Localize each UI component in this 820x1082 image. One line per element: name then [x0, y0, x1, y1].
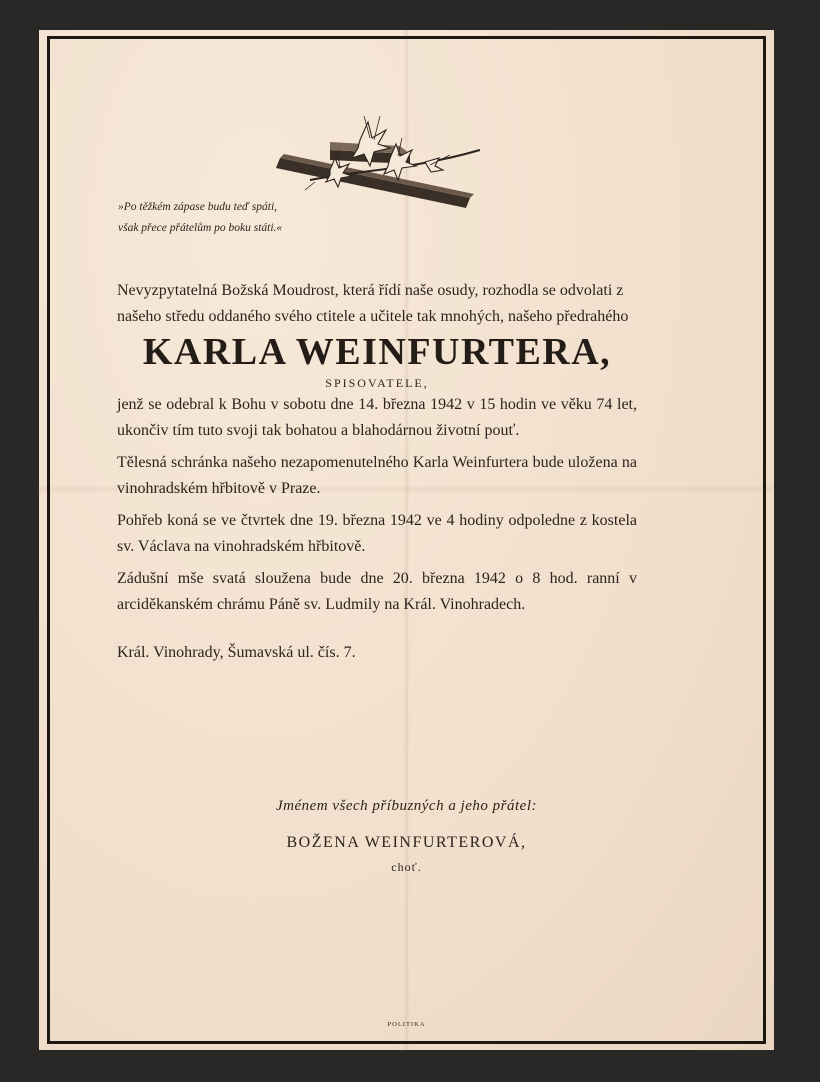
- announcement-body: [117, 278, 637, 666]
- deceased-profession: SPISOVATELE,: [325, 376, 429, 390]
- motto-line: »Po těžkém zápase budu teď spáti,: [118, 201, 278, 213]
- requiem-paragraph: Zádušní mše svatá sloužena bude dne 20. března 1942 o 8 hod. ranní v arciděkanském chrámu Páně sv. Ludmily na Král. Vinohradech.: [117, 570, 637, 613]
- deceased-name: KARLA WEINFURTERA,: [142, 331, 612, 373]
- burial-paragraph: Tělesná schránka našeho nezapomenutelného Karla Weinfurtera bude uložena na vinohradském hřbitově v Praze.: [117, 454, 637, 497]
- cross-with-lilies-icon: [270, 110, 485, 210]
- address: Král. Vinohrady, Šumavská ul. čís. 7.: [117, 644, 356, 661]
- printer-mark: POLITIKA: [387, 1021, 426, 1028]
- signer-name: BOŽENA WEINFURTEROVÁ,: [286, 834, 527, 851]
- motto-line: však přece přátelům po boku státi.«: [118, 222, 283, 234]
- intro-paragraph: Nevyzpytatelná Božská Moudrost, která řídí naše osudy, rozhodla se odvolati z našeho středu oddaného svého ctitele a učitele tak mnohých, našeho předrahého: [117, 282, 629, 325]
- signer-relation: choť.: [391, 860, 422, 874]
- motto: [118, 197, 338, 239]
- death-paragraph: jenž se odebral k Bohu v sobotu dne 14. března 1942 v 15 hodin ve věku 74 let, ukončiv tím tuto svoji tak bohatou a blahodárnou životní pouť.: [117, 396, 637, 439]
- funeral-paragraph: Pohřeb koná se ve čtvrtek dne 19. března 1942 ve 4 hodiny odpoledne z kostela sv. Václava na vinohradském hřbitově.: [117, 512, 637, 555]
- behalf-line: Jménem všech příbuzných a jeho přátel:: [275, 798, 537, 814]
